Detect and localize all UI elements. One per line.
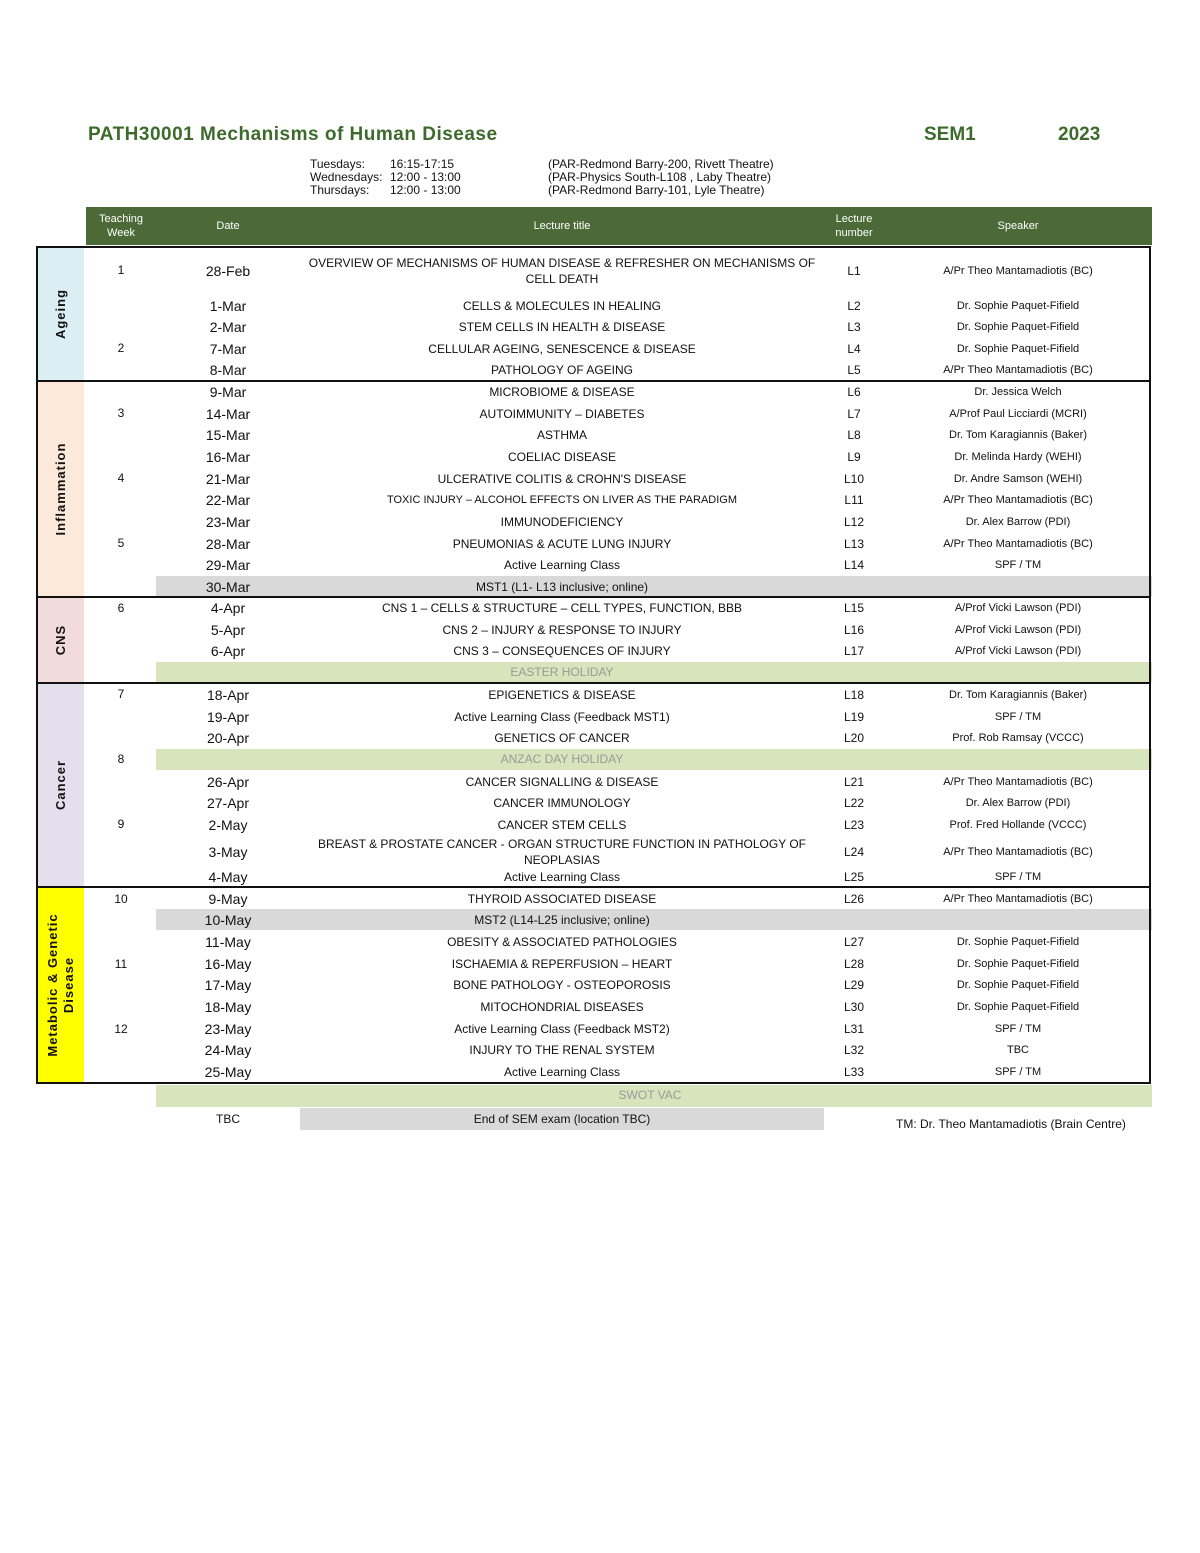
lecture-date: 2-May [208,817,248,833]
week-number: 11 [114,957,128,971]
lecture-speaker: A/Pr Theo Mantamadiotis (BC) [943,364,1093,376]
lecture-date: 3-May [208,843,248,860]
lecture-title: ISCHAEMIA & REPERFUSION – HEART [451,956,673,971]
lecture-speaker: Dr. Sophie Paquet-Fifield [956,957,1080,970]
lecture-number: L10 [843,471,865,486]
section-box-ageing [36,246,1151,382]
section-label: Cancer [52,759,68,811]
week-number: 9 [117,817,125,831]
lecture-date: 19-Apr [206,708,250,725]
lecture-title: OVERVIEW OF MECHANISMS OF HUMAN DISEASE & REFRESHER ON MECHANISMS OF CELL DEATH [308,256,816,286]
schedule-block [310,158,810,198]
week-number: 8 [117,752,125,766]
lecture-speaker: A/Pr Theo Mantamadiotis (BC) [943,845,1093,858]
lecture-date: 28-Feb [205,263,251,279]
lecture-number: L11 [844,493,864,507]
header-date: Date [156,207,300,245]
lecture-date: 26-Apr [206,773,250,790]
lecture-number: L15 [843,601,865,615]
lecture-number: L14 [843,558,865,572]
lecture-number: L25 [843,870,865,884]
lecture-number: L24 [843,844,865,859]
lecture-speaker: A/Pr Theo Mantamadiotis (BC) [943,775,1093,788]
section-label: Ageing [52,288,68,340]
week-number: 5 [117,536,125,550]
lecture-title: Active Learning Class (Feedback MST2) [454,1021,670,1036]
lecture-number: L13 [843,536,865,551]
lecture-speaker: Dr. Sophie Paquet-Fifield [956,321,1080,333]
lecture-speaker: A/Prof Vicki Lawson (PDI) [954,623,1082,636]
lecture-speaker: Dr. Sophie Paquet-Fifield [956,299,1080,312]
lecture-number: L23 [843,818,865,832]
lecture-date: 22-Mar [205,492,251,508]
lecture-date: 16-May [204,955,252,972]
lecture-date: 6-Apr [210,643,246,659]
lecture-date: 27-Apr [206,795,250,811]
lecture-title: PNEUMONIAS & ACUTE LUNG INJURY [452,536,672,551]
lecture-speaker: SPF / TM [994,1022,1042,1035]
lecture-date: 23-May [204,1020,252,1037]
lecture-number: L19 [843,709,865,724]
lecture-number: L32 [843,1043,865,1057]
lecture-date: 15-Mar [205,427,251,443]
course-title: PATH30001 Mechanisms of Human Disease [88,124,498,145]
lecture-speaker: Dr. Tom Karagiannis (Baker) [949,689,1087,701]
lecture-title: ULCERATIVE COLITIS & CROHN'S DISEASE [437,471,687,486]
lecture-date: 23-Mar [205,514,251,530]
lecture-title: STEM CELLS IN HEALTH & DISEASE [458,320,666,334]
lecture-number: L21 [843,774,865,789]
lecture-number: L4 [847,341,861,356]
lecture-speaker: Dr. Tom Karagiannis (Baker) [949,429,1087,441]
semester-label: SEM1 [924,124,976,145]
lecture-date: 7-Mar [209,340,247,357]
lecture-number: L17 [843,644,865,658]
lecture-title: CANCER SIGNALLING & DISEASE [465,774,659,789]
header-number: Lecture number [824,207,884,245]
lecture-speaker: Dr. Melinda Hardy (WEHI) [954,451,1082,463]
schedule-time: 16:15-17:15 [390,157,455,171]
lecture-date: 11-May [205,934,251,950]
week-number: 12 [114,1022,128,1036]
lecture-date: 21-Mar [205,470,251,487]
lecture-title: CANCER STEM CELLS [497,818,627,832]
lecture-title: Active Learning Class [503,870,621,884]
lecture-number: L31 [843,1021,865,1036]
lecture-speaker: A/Prof Paul Licciardi (MCRI) [949,407,1087,420]
lecture-number: L1 [847,264,861,278]
lecture-title: CANCER IMMUNOLOGY [493,796,631,810]
lecture-title: CELLS & MOLECULES IN HEALING [462,298,662,313]
lecture-speaker: Dr. Sophie Paquet-Fifield [956,979,1080,991]
footnote: TM: Dr. Theo Mantamadiotis (Brain Centre) [896,1117,1126,1131]
lecture-speaker: A/Pr Theo Mantamadiotis (BC) [943,265,1093,277]
header-week: Teaching Week [86,207,156,245]
lecture-date: 18-May [204,999,252,1015]
schedule-venue: (PAR-Redmond Barry-200, Rivett Theatre) [548,157,774,171]
lecture-number: L18 [843,688,865,702]
lecture-title: AUTOIMMUNITY – DIABETES [479,406,645,421]
lecture-title: CNS 1 – CELLS & STRUCTURE – CELL TYPES, FUNCTION, BBB [381,601,743,615]
exam-title: MST2 (L14-L25 inclusive; online) [474,912,650,927]
lecture-date: 4-May [208,869,248,885]
lecture-speaker: Dr. Sophie Paquet-Fifield [956,1001,1080,1013]
holiday-label: ANZAC DAY HOLIDAY [500,752,624,766]
week-number: 2 [117,341,125,355]
lecture-title: MICROBIOME & DISEASE [489,385,635,399]
section-label: CNS [52,624,68,656]
lecture-title: PATHOLOGY OF AGEING [490,363,634,377]
lecture-title: GENETICS OF CANCER [494,731,630,745]
lecture-date: 24-May [204,1042,252,1058]
schedule-day: Tuesdays: [310,157,365,171]
lecture-date: 18-Apr [206,687,250,703]
lecture-date: 4-Apr [210,600,246,616]
header-title: Lecture title [300,207,824,245]
lecture-date: 5-Apr [210,621,246,638]
lecture-title: CNS 2 – INJURY & RESPONSE TO INJURY [442,622,682,637]
lecture-title: IMMUNODEFICIENCY [500,515,624,529]
lecture-title: EPIGENETICS & DISEASE [488,688,636,702]
lecture-number: L22 [843,796,865,810]
lecture-number: L30 [843,1000,865,1014]
lecture-title: BREAST & PROSTATE CANCER - ORGAN STRUCTURE FUNCTION IN PATHOLOGY OF NEOPLASIAS [317,836,807,867]
lecture-title: CNS 3 – CONSEQUENCES OF INJURY [453,644,671,658]
section-box-cns [36,596,1151,684]
lecture-speaker: Prof. Rob Ramsay (VCCC) [952,732,1084,744]
lecture-title: TOXIC INJURY – ALCOHOL EFFECTS ON LIVER AS THE PARADIGM [386,494,738,506]
lecture-speaker: A/Prof Vicki Lawson (PDI) [954,645,1082,657]
lecture-date: 8-Mar [209,362,247,378]
lecture-title: THYROID ASSOCIATED DISEASE [467,891,657,906]
lecture-number: L9 [847,450,861,464]
lecture-speaker: SPF / TM [994,871,1042,883]
section-label: Inflammation [52,442,68,536]
lecture-date: 2-Mar [209,319,247,335]
year-label: 2023 [1058,124,1101,145]
lecture-speaker: TBC [1007,1044,1029,1056]
lecture-date: 9-Mar [209,384,247,400]
week-number: 1 [117,263,125,277]
lecture-number: L20 [843,731,865,745]
lecture-title: ASTHMA [536,428,587,442]
lecture-date: 9-May [208,890,248,907]
schedule-day: Thursdays: [310,183,370,197]
lecture-speaker: Dr. Sophie Paquet-Fifield [956,342,1080,355]
exam-title: MST1 (L1- L13 inclusive; online) [475,579,649,594]
lecture-date: 1-Mar [209,297,247,314]
lecture-speaker: A/Pr Theo Mantamadiotis (BC) [943,494,1093,506]
lecture-number: L7 [847,406,861,421]
lecture-date: 29-Mar [205,557,251,573]
lecture-number: L27 [843,935,865,949]
lecture-title: Active Learning Class [503,1065,621,1079]
holiday-label: SWOT VAC [618,1088,682,1102]
lecture-speaker: A/Prof Vicki Lawson (PDI) [954,602,1082,614]
week-number: 4 [117,471,125,485]
lecture-speaker: SPF / TM [994,559,1042,571]
exam-date: 10-May [204,911,252,928]
lecture-number: L26 [843,891,865,906]
week-number: 10 [114,892,128,906]
lecture-number: L12 [843,515,865,529]
lecture-speaker: Dr. Sophie Paquet-Fifield [956,936,1080,948]
week-number: 7 [117,687,125,701]
lecture-date: 14-Mar [205,405,251,422]
lecture-number: L3 [847,320,861,334]
lecture-speaker: A/Pr Theo Mantamadiotis (BC) [943,892,1093,905]
lecture-title: COELIAC DISEASE [507,450,617,464]
lecture-speaker: Dr. Alex Barrow (PDI) [965,797,1071,809]
lecture-date: 28-Mar [205,535,251,552]
lecture-date: 17-May [204,977,252,993]
lecture-speaker: SPF / TM [994,1066,1042,1078]
holiday-label: EASTER HOLIDAY [510,665,614,679]
section-box-metabolic [36,886,1151,1084]
lecture-speaker: Dr. Jessica Welch [974,386,1062,398]
section-box-cancer [36,682,1151,888]
section-label: Metabolic & Genetic Disease [44,913,76,1057]
lecture-speaker: Dr. Andre Samson (WEHI) [953,472,1083,485]
lecture-speaker: Prof. Fred Hollande (VCCC) [949,819,1087,831]
lecture-speaker: SPF / TM [994,710,1042,723]
final-exam-title: End of SEM exam (location TBC) [473,1112,651,1126]
lecture-speaker: A/Pr Theo Mantamadiotis (BC) [943,537,1093,550]
schedule-time: 12:00 - 13:00 [390,170,461,184]
week-number: 6 [117,601,125,615]
lecture-speaker: Dr. Alex Barrow (PDI) [965,516,1071,528]
lecture-number: L16 [843,622,865,637]
final-exam-date: TBC [216,1112,240,1126]
lecture-title: Active Learning Class (Feedback MST1) [454,709,670,724]
lecture-title: INJURY TO THE RENAL SYSTEM [469,1043,655,1057]
lecture-title: BONE PATHOLOGY - OSTEOPOROSIS [453,978,671,992]
lecture-number: L5 [847,363,861,377]
lecture-date: 20-Apr [206,730,250,746]
week-number: 3 [117,406,125,420]
lecture-date: 25-May [204,1064,252,1080]
section-box-inflammation [36,380,1151,598]
lecture-number: L29 [843,978,865,992]
schedule-time: 12:00 - 13:00 [390,183,461,197]
lecture-title: Active Learning Class [503,558,621,572]
schedule-venue: (PAR-Redmond Barry-101, Lyle Theatre) [548,183,765,197]
lecture-title: CELLULAR AGEING, SENESCENCE & DISEASE [428,341,696,356]
lecture-number: L33 [843,1065,865,1079]
lecture-number: L2 [847,298,861,313]
lecture-number: L8 [847,428,861,442]
lecture-title: OBESITY & ASSOCIATED PATHOLOGIES [447,935,677,949]
lecture-number: L28 [843,956,865,971]
schedule-venue: (PAR-Physics South-L108 , Laby Theatre) [548,170,771,184]
schedule-day: Wednesdays: [310,170,383,184]
exam-date: 30-Mar [205,578,251,595]
lecture-date: 16-Mar [205,449,251,465]
lecture-number: L6 [847,385,861,399]
lecture-title: MITOCHONDRIAL DISEASES [480,1000,644,1014]
header-speaker: Speaker [884,207,1152,245]
